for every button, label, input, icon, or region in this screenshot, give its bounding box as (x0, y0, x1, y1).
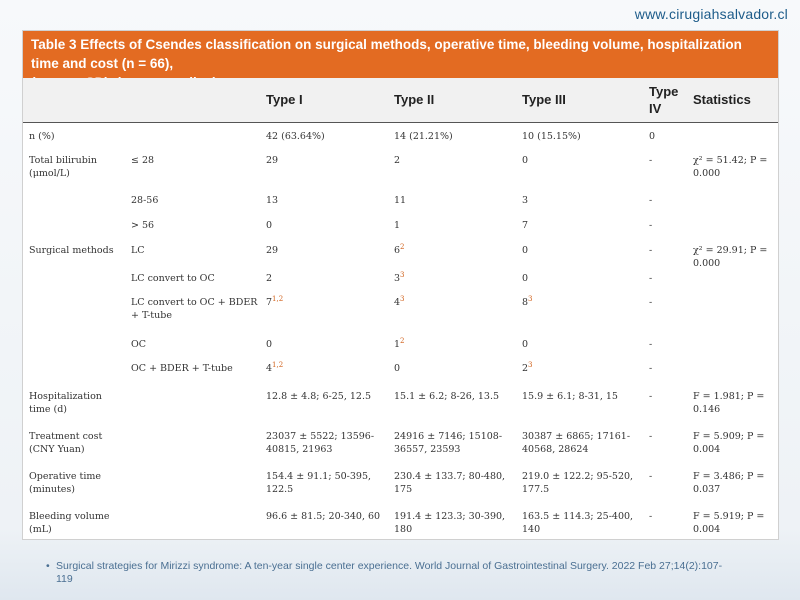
cell-type2: $6^2$ (394, 242, 405, 256)
citation (46, 560, 736, 586)
cell-type4: - (649, 363, 653, 374)
footnote-marker: 3 (400, 270, 405, 279)
cell-statistics: F = 3.486; P = 0.037 (693, 471, 765, 495)
cell-type4: 0 (649, 131, 656, 142)
footnote-marker: 3 (528, 294, 533, 303)
cell-type3: 3 (522, 195, 529, 206)
cell-statistics: χ² = 29.91; P = 0.000 (693, 245, 768, 269)
site-url: www.cirugiahsalvador.cl (634, 6, 788, 22)
column-header-row (23, 78, 778, 123)
cell-statistics: F = 5.919; P = 0.004 (693, 511, 765, 535)
row-sublabel: LC convert to OC + BDER + T-tube (131, 297, 258, 321)
cell-type1: 4$^{1,2}$ (266, 360, 284, 374)
cell-type3: 0 (522, 273, 529, 284)
cell-type1: 42 (63.64%) (266, 131, 325, 142)
cell-statistics: χ² = 51.42; P = 0.000 (693, 155, 768, 179)
cell-type3: $2^3$ (522, 360, 533, 374)
table-body (23, 123, 778, 540)
cell-type3: 30387 ± 6865; 17161-40568, 28624 (522, 431, 631, 455)
cell-type2: 191.4 ± 123.3; 30-390, 180 (394, 511, 506, 535)
row-sublabel: LC (131, 245, 145, 256)
cell-type1: 154.4 ± 91.1; 50-395, 122.5 (266, 471, 372, 495)
cell-type4: - (649, 155, 653, 166)
cell-type3: 0 (522, 245, 529, 256)
table-row (23, 423, 778, 463)
cell-type4: - (649, 431, 653, 442)
cell-type4: - (649, 471, 653, 482)
cell-type4: - (649, 220, 653, 231)
cell-type4: - (649, 339, 653, 350)
cell-type3: 10 (15.15%) (522, 131, 581, 142)
cell-type3: 7 (522, 220, 529, 231)
table-row (23, 265, 778, 289)
table-row (23, 123, 778, 147)
table-row (23, 212, 778, 237)
cell-type2: $1^2$ (394, 336, 405, 350)
table-title-line1: Table 3 Effects of Csendes classification on surgical methods, operative time, bleeding volume, hospitalization time and cost (n = 66), (31, 37, 742, 71)
table-row (23, 383, 778, 423)
cell-type3: 15.9 ± 6.1; 8-31, 15 (522, 391, 618, 402)
row-label: Bleeding volume (mL) (29, 511, 110, 535)
cell-type2: 230.4 ± 133.7; 80-480, 175 (394, 471, 506, 495)
table-row (23, 355, 778, 383)
row-label: Operative time (minutes) (29, 471, 102, 495)
row-sublabel: 28-56 (131, 195, 159, 206)
cell-type1: 7$^{1,2}$ (266, 294, 284, 308)
cell-statistics: F = 1.981; P = 0.146 (693, 391, 765, 415)
table-card (22, 30, 779, 540)
cell-type2: 11 (394, 195, 407, 206)
table-row (23, 237, 778, 269)
table-title (23, 31, 778, 78)
cell-type1: 96.6 ± 81.5; 20-340, 60 (266, 511, 381, 522)
footnote-marker: 1,2 (272, 294, 284, 303)
table-row (23, 463, 778, 503)
cell-type3: 0 (522, 339, 529, 350)
row-label: Treatment cost (CNY Yuan) (29, 431, 103, 455)
cell-type2: 24916 ± 7146; 15108-36557, 23593 (394, 431, 503, 455)
cell-statistics: F = 5.909; P = 0.004 (693, 431, 765, 455)
footnote-marker: 2 (400, 336, 405, 345)
row-label: Surgical methods (29, 245, 114, 256)
cell-type4: - (649, 391, 653, 402)
citation-bullet: • (46, 560, 50, 572)
cell-type4: - (649, 511, 653, 522)
table-row (23, 147, 778, 187)
footnote-marker: 3 (528, 360, 533, 369)
cell-type1: 29 (266, 245, 279, 256)
row-label: n (%) (29, 131, 55, 142)
cell-type2: 0 (394, 363, 401, 374)
cell-type1: 29 (266, 155, 279, 166)
cell-type1: 12.8 ± 4.8; 6-25, 12.5 (266, 391, 372, 402)
cell-type4: - (649, 273, 653, 284)
column-header-type1: Type I (266, 92, 303, 107)
cell-type2: 14 (21.21%) (394, 131, 453, 142)
row-sublabel: ≤ 28 (131, 155, 155, 166)
cell-type2: 1 (394, 220, 401, 231)
footnote-marker: 2 (400, 242, 405, 251)
column-header-statistics: Statistics (693, 92, 751, 107)
table-row (23, 331, 778, 355)
cell-type1: 0 (266, 220, 273, 231)
row-label: Total bilirubin (μmol/L) (29, 155, 97, 179)
row-sublabel: LC convert to OC (131, 273, 215, 284)
table-row (23, 503, 778, 540)
cell-type1: 23037 ± 5522; 13596-40815, 21963 (266, 431, 375, 455)
cell-type1: 2 (266, 273, 273, 284)
column-header-type3: Type III (522, 92, 566, 107)
cell-type1: 0 (266, 339, 273, 350)
cell-type4: - (649, 245, 653, 256)
cell-type2: $4^3$ (394, 294, 405, 308)
cell-type3: 0 (522, 155, 529, 166)
footnote-marker: 3 (400, 294, 405, 303)
column-header-type4: Type IV (649, 84, 679, 116)
cell-type4: - (649, 297, 653, 308)
cell-type3: 219.0 ± 122.2; 95-520, 177.5 (522, 471, 634, 495)
cell-type4: - (649, 195, 653, 206)
row-sublabel: OC + BDER + T-tube (131, 363, 233, 374)
table-row (23, 187, 778, 212)
row-sublabel: > 56 (131, 220, 155, 231)
footnote-marker: 1,2 (272, 360, 284, 369)
cell-type2: $3^3$ (394, 270, 405, 284)
cell-type1: 13 (266, 195, 279, 206)
row-label: Hospitalization time (d) (29, 391, 102, 415)
column-header-type2: Type II (394, 92, 435, 107)
table-row (23, 289, 778, 331)
cell-type2: 2 (394, 155, 401, 166)
cell-type2: 15.1 ± 6.2; 8-26, 13.5 (394, 391, 500, 402)
cell-type3: $8^3$ (522, 294, 533, 308)
cell-type3: 163.5 ± 114.3; 25-400, 140 (522, 511, 634, 535)
row-sublabel: OC (131, 339, 147, 350)
citation-text: Surgical strategies for Mirizzi syndrome: A ten-year single center experience. World Journal of Gastrointestinal Surgery. 2022 Feb 27;14(2):107-119 (56, 560, 723, 585)
